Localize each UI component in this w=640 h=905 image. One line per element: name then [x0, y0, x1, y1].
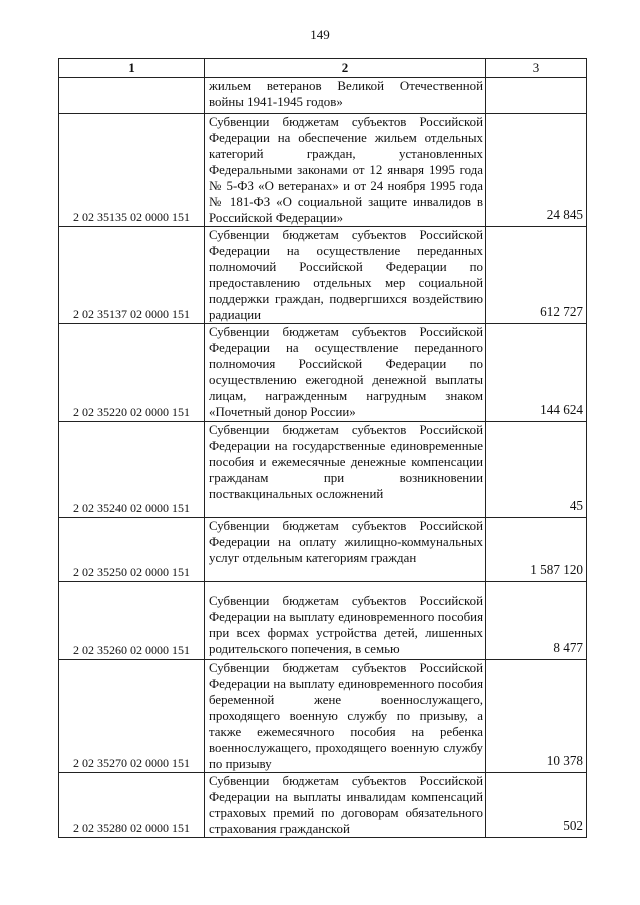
column-header-amount: 3 — [486, 59, 587, 78]
budget-code: 2 02 35260 02 0000 151 — [59, 582, 205, 660]
row-description: Субвенции бюджетам субъектов Российской Федерации на выплату единовременного пособия беременной жене военнослужащего, проходящего военную службу по призыву, а также ежемесячного пособия на ребенка военнослужащего, проходящего военную службу по призыву — [205, 660, 486, 773]
budget-code: 2 02 35240 02 0000 151 — [59, 422, 205, 518]
budget-table — [58, 58, 587, 838]
table-row — [59, 518, 587, 582]
table-row — [59, 114, 587, 227]
budget-code: 2 02 35137 02 0000 151 — [59, 227, 205, 324]
row-description: Субвенции бюджетам субъектов Российской Федерации на осуществление переданного полномочия Российской Федерации по осуществлению ежегодной денежной выплаты лицам, награжденным нагрудным знаком «Почетный донор России» — [205, 324, 486, 422]
table-header-row — [59, 59, 587, 78]
page-number: 149 — [310, 27, 330, 42]
row-description: Субвенции бюджетам субъектов Российской Федерации на оплату жилищно-коммунальных услуг отдельным категориям граждан — [205, 518, 486, 582]
table-row — [59, 422, 587, 518]
row-description: Субвенции бюджетам субъектов Российской Федерации на выплаты инвалидам компенсаций страховых премий по договорам обязательного страхования гражданской — [205, 773, 486, 838]
table-row — [59, 78, 587, 114]
row-amount: 1 587 120 — [486, 518, 587, 582]
row-amount: 10 378 — [486, 660, 587, 773]
column-header-description: 2 — [205, 59, 486, 78]
budget-code: 2 02 35250 02 0000 151 — [59, 518, 205, 582]
table-row — [59, 660, 587, 773]
row-amount: 8 477 — [486, 582, 587, 660]
budget-code — [59, 78, 205, 114]
table-row — [59, 324, 587, 422]
row-description: Субвенции бюджетам субъектов Российской Федерации на выплату единовременного пособия при всех формах устройства детей, лишенных родительского попечения, в семью — [205, 582, 486, 660]
row-amount: 24 845 — [486, 114, 587, 227]
row-amount: 45 — [486, 422, 587, 518]
budget-code: 2 02 35220 02 0000 151 — [59, 324, 205, 422]
row-description: Субвенции бюджетам субъектов Российской Федерации на осуществление переданных полномочий Российской Федерации по предоставлению отдельных мер социальной поддержки граждан, подвергшихся воздействию радиации — [205, 227, 486, 324]
table-row — [59, 773, 587, 838]
table-row — [59, 227, 587, 324]
table-row — [59, 582, 587, 660]
row-amount: 144 624 — [486, 324, 587, 422]
row-description: Субвенции бюджетам субъектов Российской Федерации на государственные единовременные пособия и ежемесячные денежные компенсации гражданам при возникновении поствакцинальных осложнений — [205, 422, 486, 518]
budget-code: 2 02 35135 02 0000 151 — [59, 114, 205, 227]
row-amount — [486, 78, 587, 114]
row-amount: 502 — [486, 773, 587, 838]
row-amount: 612 727 — [486, 227, 587, 324]
budget-code: 2 02 35270 02 0000 151 — [59, 660, 205, 773]
column-header-code: 1 — [59, 59, 205, 78]
row-description: Субвенции бюджетам субъектов Российской Федерации на обеспечение жильем отдельных категорий граждан, установленных Федеральными законами от 12 января 1995 года № 5-ФЗ «О ветеранах» и от 24 ноября 1995 года № 181-ФЗ «О социальной защите инвалидов в Российской Федерации» — [205, 114, 486, 227]
row-description: жильем ветеранов Великой Отечественной войны 1941-1945 годов» — [205, 78, 486, 114]
budget-code: 2 02 35280 02 0000 151 — [59, 773, 205, 838]
